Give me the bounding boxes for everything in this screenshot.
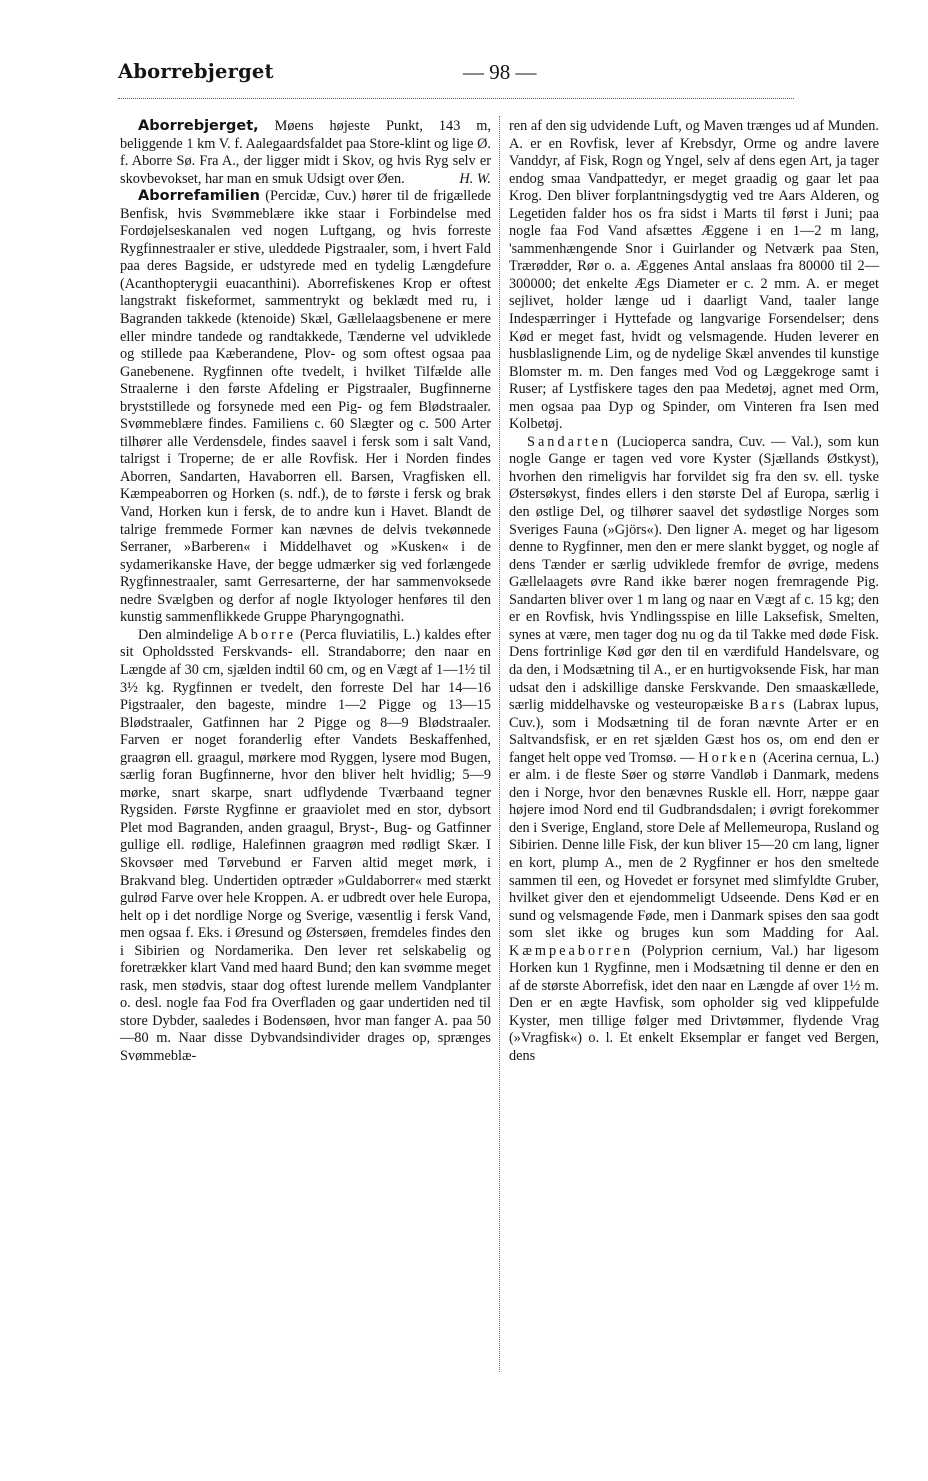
author-signature: H. W. [459, 170, 491, 187]
paragraph-text: (Perca fluviatilis, L.) kaldes efter sit Opholdssted Ferskvands- ell. Strandaborre; den naar en Længde af 30 cm, sjælden indtil 60 cm, og en Vægt af 1—1½ til 3½ kg. Rygfinnen er tvedelt, den forreste Del har 14—16 Pigstraaler, den bageste, mindre 1—2 Pigge og 13—15 Blødstraaler, Gatfinnen har 2 Pigge og 8—9 Blødstraaler. Farven er noget foranderlig efter Vandets Beskaffenhed, graagrøn ell. graagul, mørkere mod Ryggen, lysere mod Bugen, særlig foran Bugfinnerne, hvor den bliver helt hvidlig; 5—9 mørke, snart skarpe, snart udflydende Tværbaand tegner Rygsiden. Første Rygfinne er graaviolet med en stor, dybsort Plet mod Bagranden, anden graagul, Bryst-, Bug- og Gatfinner gullige ell. rødlige, Halefinnen graagrøn med rødligt Skær. I Skovsøer med Tørvebund er Farven altid meget mørk, i Brakvand bleg. Undertiden optræder »Guldaborrer« med stærkt gulrød Farve over hele Kroppen. A. er udbredt over hele Europa, helt op i det nordlige Norge og Sverige, væsentlig i fersk Vand, men ogsaa f. Eks. i Øresund og Østersøen, fremdeles findes den i Sibirien og Nordamerika. Den lever ret selskabelig og foretrækker klart Vand med haard Bund; den kan svømme meget rask, men stødvis, staar dog oftest lurende mellem Vandplanter o. desl. nogle faa Fod fra Overfladen og gaar undertiden ned til store Dybder, saaledes i Bodensøen, hvor man fanger A. paa 50—80 m. Naar disse Dybvandsindivider drages op, sprænges Svømmeblæ- [120, 626, 491, 1064]
entry-aborrebjerget [120, 118, 491, 188]
paragraph-text: (Lucioperca sandra, Cuv. — Val.), som kun nogle Gange er tagen ved vore Kyster (Sjællands Østkyst), hvorhen den rimeligvis har forvildet sig fra den sv. ell. tyske Østersøkyst, findes ellers i den største Del af Europa, særlig i den østlige Del, og tilhører saavel det sydøstlige Norges som Sveriges Fauna (»Gjörs«). Den ligner A. meget og har ligesom denne to Rygfinner, men den er mere slankt bygget, og nogle af dens Tænder er særlig udviklede fremfor de øvrige, medens Gællelaagets øvre Rand ikke bærer nogen fremragende Pig. Sandarten bliver over 1 m lang og naar en Vægt af c. 15 kg; den er en Rovfisk, hvis Yndlingsspise en lille Laksefisk, Smelten, synes at være, men tager dog nu og da til Takke med døde Fisk. Dens fortrinlige Kød gør den til en værdifuld Handelsvare, og da den, i Modsætning til A., er en hurtigvoksende Fisk, har man udsat den i adskillige danske Ferskvande. Den smaaskællede, særlig middelhavske og vesteuropæiske [509, 433, 879, 714]
paragraph-lead: Den almindelige [138, 626, 234, 643]
headword-aborrebjerget: Aborrebjerget, [138, 118, 259, 134]
paragraph-continuation: ren af den sig udvidende Luft, og Maven trænges ud af Munden. A. er en Rovfisk, lever af Krebsdyr, Orme og andre lavere Vanddyr, af Fisk, Rogn og Yngel, selv af dens egen Art, ja tager endog smaa Vandpattedyr, er meget graadig og gaar let paa Krog. Den bliver forplantningsdygtig ved tre Aars Alderen, og Legetiden falder hos os fra sidst i Marts til først i Juni; paa nogle faa Fod Vand afsættes Æggene i en 1—2 m lang, 'sammenhængende Snor i Guirlander og Netværk paa Sten, Trærødder, Rør o. a. Æggenes Antal anslaas fra 80000 til 2—300000; det enkelte Ægs Diameter er c. 2 mm. A. er meget sejlivet, holder længe ud i daarligt Vand, taaler lange Indespærringer i Hyttefade og langvarige Forsendelser; dens Kød er meget fast, hvidt og velsmagende. Huden leverer en husblaslignende Lim, og de nydelige Skæl anvendes til kunstige Blomster m. m. Den fanges med Vod og Læggekroge samt i Ruser; af Lystfiskere tages den paa Medetøj, agnet med Orm, men ogsaa paa Dyp og Spinder, om Vinteren fra Isen med Kolbetøj. [509, 118, 879, 433]
running-title: Aborrebjerget [118, 60, 274, 83]
entry-aborrefamilien [120, 188, 491, 627]
column-divider [499, 116, 500, 1372]
spaced-term-horken: Horken [698, 749, 760, 766]
paragraph-text-2: (Labrax lupus, Cuv.), som i Modsætning til de foran nævnte Arter er en Saltvandsfisk, er en ret sjælden Gæst hos os, om end den er fanget helt oppe ved Tromsø. — [509, 697, 880, 766]
entry-text: Møens højeste Punkt, 143 m, beliggende 1 km V. f. Aalegaardsfaldet paa Store-klint og lige Ø. f. Aborre Sø. Fra A., der ligger midt i Skov, og hvis Ryg selv er skovbevokset, har man en smuk Udsigt over Øen. [120, 118, 491, 187]
left-column [120, 118, 491, 1066]
header-rule [118, 98, 794, 99]
headword-aborrefamilien: Aborrefamilien [138, 188, 260, 205]
right-column [509, 118, 879, 1066]
entry-text: (Percidæ, Cuv.) hører til de frigællede Benfisk, hvis Svømmeblære ikke staar i Forbindelse med Fordøjelseskanalen ved nogen Luftgang, og hvis forreste Rygfinnestraaler er stive, uleddede Pigstraaler, som, i hvert Fald paa deres Bagside, er udstyrede med en tydelig Længdefure (Acanthopterygii euacanthini). Aborrefiskenes Krop er oftest langstrakt fiskeformet, sammentrykt og beklædt med ru, i Bagranden takkede (ktenoide) Skæl, Gællelaagsbenene er mere eller mindre tandede og randtakkede, Tænderne vel udviklede og stillede paa Kæberandene, Plov- og som oftest ogsaa paa Ganebenene. Rygfinnen ofte tvedelt, i hvilket Tilfælde alle Straalerne i den første Afdeling er Pigstraaler, Bugfinnerne bryststillede og forsynede med een Pig- og fem Blødstraaler. Svømmeblære findes. Familiens c. 60 Slægter og c. 500 Arter tilhører alle Verdensdele, findes saavel i fersk som i salt Vand, talrigst i Troperne; de er alle Rovfisk. Her i Norden findes Aborren, Sandarten, Havaborren ell. Barsen, Vragfisken ell. Kæmpeaborren og Horken (s. ndf.), de to første i fersk og brak Vand, Horken kun i fersk, de to andre kun i Havet. Blandt de talrige fremmede Former kan nævnes de delvis tvekønnede Serraner, »Barberen« i Middelhavet og »Kusken« i de sydamerikanske Have, der begge udmærker sig ved forlængede Rygfinnestraaler, samt Gerresarterne, der har sammenvoksede nedre Svælgben og derfor af nogle Iktyologer henføres til den kunstig sammenflikkede Gruppe Pharyngognathi. [120, 188, 491, 626]
paragraph-text-4: (Polyprion cernium, Val.) har ligesom Horken kun 1 Rygfinne, men i Modsætning til denne er den en af de største Aborrefisk, idet den naar en Længde af over 1½ m. Den er en ægte Havfisk, som opholder sig ved klippefulde Kyster, men tillige følger med Drivtømmer, flydende Vrag (»Vragfisk«) o. l. Et enkelt Eksemplar er fanget ved Bergen, dens [509, 942, 879, 1064]
spaced-term-sandarten: Sandarten [527, 433, 612, 450]
paragraph-text-3: (Acerina cernua, L.) er alm. i de fleste Søer og større Vandløb i Danmark, medens den i Norge, hvor den benævnes Ruskle ell. Horr, næppe gaar højere imod Nord end til Gudbrandsdalen; i øvrigt forekommer den i Sverige, England, store Dele af Mellemeuropa, Rusland og Sibirien. Denne lille Fisk, der kun bliver 15—20 cm lang, ligner en kort, plump A., men de 2 Rygfinner er hos den smeltede sammen til een, og Hovedet er forsynet med slimfyldte Gruber, hvilket giver den et ejendommeligt Udseende. Dens Kød er en sund og velsmagende Føde, men i Danmark spises den saa godt som slet ikke og bruges kun som Madding for Aal. [509, 749, 879, 942]
paragraph-sandarten [509, 434, 879, 1066]
page-header [118, 58, 794, 88]
spaced-term-kaempeaborren: Kæmpeaborren [509, 942, 634, 959]
paragraph-aborre [120, 627, 491, 1066]
spaced-term-aborre: Aborre [237, 626, 296, 643]
spaced-term-bars: Bars [749, 697, 788, 714]
page-number: — 98 — [463, 60, 537, 84]
